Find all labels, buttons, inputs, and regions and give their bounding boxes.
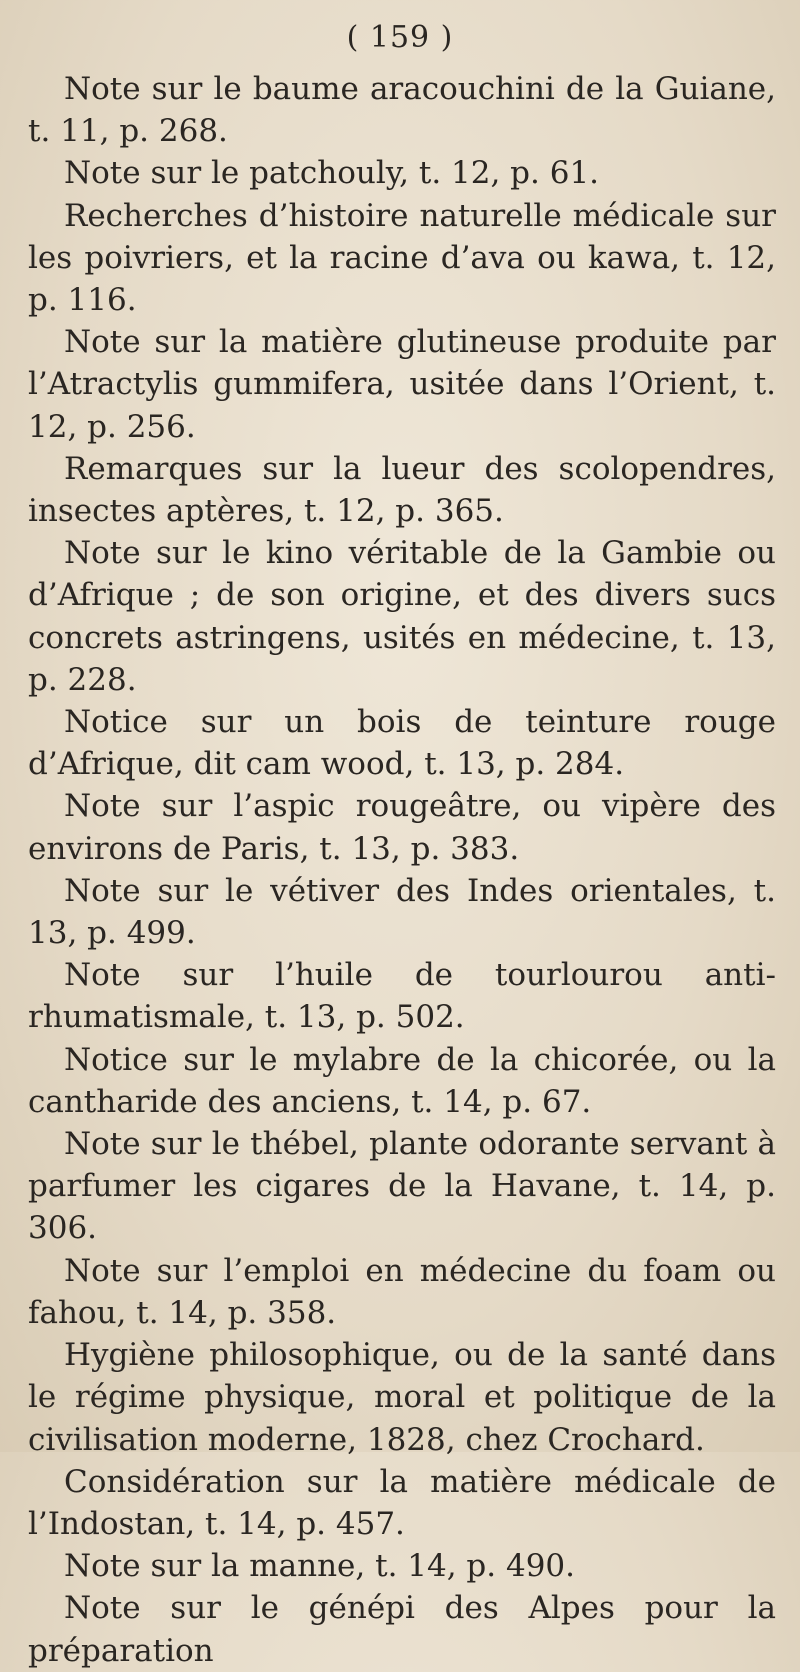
bibliography-entry: Hygiène philosophique, ou de la santé dans le régime physique, moral et politique de la civilisation moderne, 1828, chez Crochard. (28, 1337, 776, 1458)
bibliography-entry: Recherches d’histoire naturelle médicale sur les poivriers, et la racine d’ava ou kawa, t. 12, p. 116. (28, 197, 776, 319)
bibliography-list (28, 68, 776, 1672)
page-number: ( 159 ) (346, 20, 454, 55)
bibliography-entry: Note sur la manne, t. 14, p. 490. (64, 1548, 576, 1585)
bibliography-entry: Notice sur un bois de teinture rouge d’Afrique, dit cam wood, t. 13, p. 284. (28, 704, 776, 783)
bibliography-entry: Note sur le génépi des Alpes pour la préparation (28, 1590, 776, 1669)
bibliography-entry: Note sur le vétiver des Indes orientales, t. 13, p. 499. (28, 872, 776, 952)
bibliography-entry: Note sur le baume aracouchini de la Guiane, t. 11, p. 268. (28, 71, 776, 150)
bibliography-entry: Note sur l’huile de tourlourou anti-rhumatismale, t. 13, p. 502. (28, 957, 776, 1036)
bibliography-entry: Remarques sur la lueur des scolopendres, insectes aptères, t. 12, p. 365. (28, 450, 776, 530)
bibliography-entry: Note sur l’aspic rougeâtre, ou vipère des environs de Paris, t. 13, p. 383. (28, 788, 776, 867)
bibliography-entry: Note sur le thébel, plante odorante servant à parfumer les cigares de la Havane, t. 14, p. 306. (28, 1126, 776, 1247)
bibliography-entry: Note sur l’emploi en médecine du foam ou fahou, t. 14, p. 358. (28, 1252, 776, 1331)
bibliography-entry: Note sur le kino véritable de la Gambie ou d’Afrique ; de son origine, et des divers sucs concrets astringens, usités en médecine, t. 13, p. 228. (28, 535, 776, 698)
bibliography-entry: Note sur la matière glutineuse produite par l’Atractylis gummifera, usitée dans l’Orient, t. 12, p. 256. (28, 324, 776, 445)
bibliography-entry: Notice sur le mylabre de la chicorée, ou la cantharide des anciens, t. 14, p. 67. (28, 1041, 776, 1120)
bibliography-entry: Note sur le patchouly, t. 12, p. 61. (64, 155, 600, 192)
bibliography-entry: Considération sur la matière médicale de l’Indostan, t. 14, p. 457. (28, 1463, 776, 1542)
